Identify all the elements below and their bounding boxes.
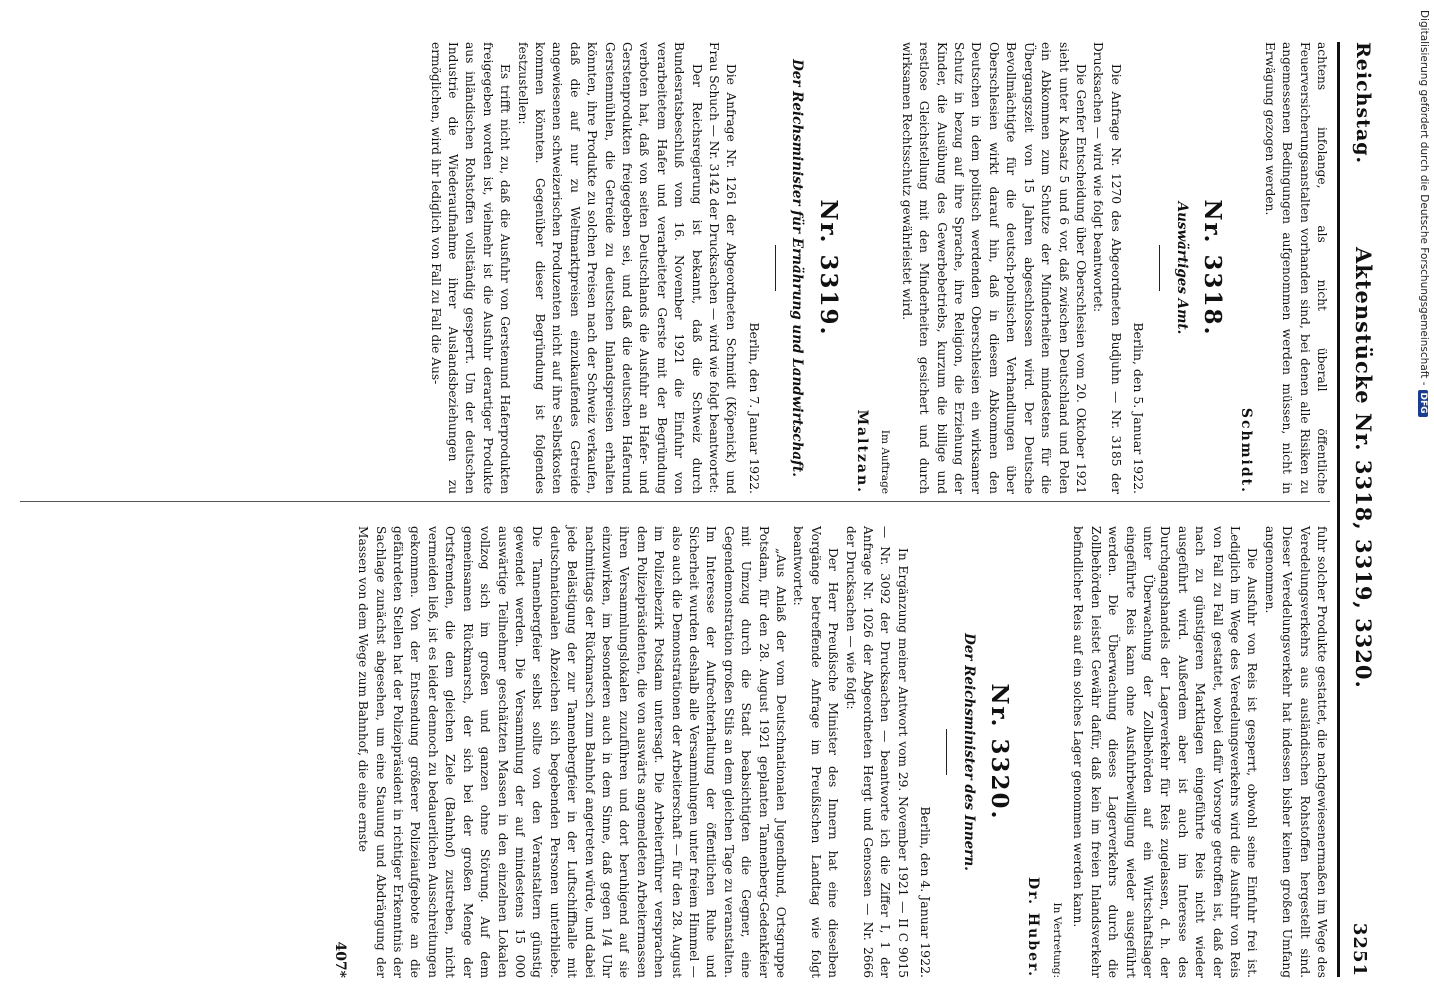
paragraph: achtens infolange, als nicht überall öffentliche Feuerversicherungsanstalten vorhanden sind, bei denen alle Risiken zu angemessenen Bedingungen aufgenommen werden müssen, nicht in Erwägung gezogen werden. bbox=[1262, 42, 1329, 494]
short-rule bbox=[775, 245, 776, 291]
date-line: Berlin, den 7. Januar 1922. bbox=[746, 322, 762, 494]
signature-prefix: Im Auftrage bbox=[879, 429, 892, 494]
paragraph: Die Anfrage Nr. 1261 der Abgeordneten Schmidt (Köpenick) und Frau Schuch — Nr. 3142 der Drucksachen — wird wie folgt beantwortet: bbox=[707, 42, 739, 494]
header-reichstag: Reichstag. bbox=[1352, 42, 1374, 165]
paragraph: Der Herr Preußische Minister des Innern hat eine dieselben Vorgänge betreffende Anfrage im Preußischen Landtag wie folgt beantwortet: bbox=[791, 526, 841, 978]
paragraph: Der Reichsregierung ist bekannt, daß die Schweiz durch Bundesratsbeschluß vom 16. November 1921 die Einfuhr von verarbeitetem Hafer und verarbeiteter Gerste mit der Begründung verboten hat, daß von seiten Deutschlands die Ausfuhr an Hafer- und Gerstenprodukten freigegeben sei, und daß die deutschen Haferund Gerstenmühlen, die Getreide zu deutschen Inlandspreisen erhalten könnten, ihre Produkte zu solchen Preisen nach der Schweiz verkaufen, daß die auf nur zu Weltmarktpreisen einzukaufendes Getreide angewiesenen schweizerischen Produzenten nicht auf ihre Selbstkosten kommen könnten. Gegenüber dieser Begründung ist folgendes festzustellen: bbox=[515, 42, 704, 494]
paragraph: Die Ausfuhr von Reis ist gesperrt, obwohl seine Einfuhr frei ist. Lediglich im Wege des Veredelungsverkehrs wird die Ausfuhr von Reis von Fall zu Fall gestattet, wobei dafür Vorsorge getroffen ist, daß der nach zu günstigeren Marktlagen eingeführte Reis nicht wieder ausgeführt wird. Außerdem aber ist auch im Interesse des Durchgangshandels der Lagerverkehr für Reis zugelassen, d. h. der unter Überwachung der Zollbehörden auf ein Wirtschaftslager eingeführte Reis kann ohne Ausfuhrbewilligung wieder ausgeführt werden. Die Überwachung dieses Lagerverkehrs durch die Zollbehörden leistet Gewähr dafür, daß kein im freien Inlandsverkehr befindlicher Reis auf ein solches Lager genommen werden kann. bbox=[1071, 526, 1260, 978]
left-column bbox=[426, 42, 1330, 494]
signature: Dr. Huber. bbox=[1025, 876, 1042, 978]
section-heading: Der Reichsminister für Ernährung und Landwirtschaft. bbox=[789, 59, 806, 477]
scan-edge-strip bbox=[1406, 0, 1434, 1000]
paragraph: Die Genfer Entscheidung über Oberschlesien vom 20. Oktober 1921 sieht unter k Absatz 5 und 6 vor, daß zwischen Deutschland und Polen ein Abkommen zum Schutze der Minderheiten mindestens für die Übergangszeit von 15 Jahren abgeschlossen wird. Der Deutsche Bevollmächtigte für die deutsch-polnischen Verhandlungen über Oberschlesien wirkt darauf hin, daß in diesem Abkommen den Deutschen in dem politisch werdenden Oberschlesien ein wirksamer Schutz in bezug auf ihre Sprache, ihre Religion, die Erziehung der Kinder, die Ausübung des Gewerbebetriebs, kurzum die billige und restlose Gleichstellung mit den Minderheiten gesichert und durch wirksamen Rechtsschutz gewährleistet wird. bbox=[899, 42, 1088, 494]
dfg-logo: DFG bbox=[1418, 390, 1428, 417]
document-number: Nr. 3320. bbox=[986, 683, 1014, 821]
document-number: Nr. 3318. bbox=[1198, 199, 1226, 337]
signature: Schmidt. bbox=[1238, 407, 1255, 494]
printer-signature-mark: 407* bbox=[331, 941, 348, 978]
page-number: 3251 bbox=[1349, 922, 1370, 977]
signature: Maltzan. bbox=[854, 409, 871, 494]
paragraph: Es trifft nicht zu, daß die Ausfuhr von Gerstenund Haferprodukten freigegeben worden ist, vielmehr ist die Ausfuhr derartiger Produkte aus inländischen Rohstoffen vollständig gesperrt. Um der deutschen Industrie die Wiederaufnahme ihrer Auslandsbeziehungen zu ermöglichen, wird ihr lediglich von Fall zu Fall die Aus- bbox=[428, 42, 513, 494]
header-title: Aktenstücke Nr. 3318, 3319, 3320. bbox=[1351, 247, 1376, 689]
header-rule bbox=[1337, 42, 1340, 977]
section-heading: Der Reichsminister des Innern. bbox=[960, 633, 977, 871]
column-separator bbox=[20, 501, 1330, 502]
document-number: Nr. 3319. bbox=[814, 199, 842, 337]
signature-prefix: In Vertretung: bbox=[1050, 902, 1063, 978]
right-column bbox=[330, 526, 1330, 978]
short-rule bbox=[1159, 245, 1160, 291]
paragraph: In Ergänzung meiner Antwort vom 29. November 1921 — II C 9015 — Nr. 3092 der Drucksachen — beantworte ich die Ziffer I, 1 der Anfrage Nr. 1026 der Abgeordneten Hergt und Genossen — Nr. 2666 der Drucksachen — wie folgt: bbox=[843, 526, 910, 978]
credit-text: Digitalisierung gefördert durch die Deutsche Forschungsgemeinschaft - bbox=[1418, 10, 1430, 386]
page-header bbox=[1342, 42, 1376, 977]
date-line: Berlin, den 4. Januar 1922. bbox=[918, 806, 934, 978]
date-line: Berlin, den 5. Januar 1922. bbox=[1131, 322, 1147, 494]
short-rule bbox=[946, 729, 947, 775]
paragraph: fuhr solcher Produkte gestattet, die nachgewiesenermaßen im Wege des Veredelungsverkehrs aus ausländischen Rohstoffen hergestellt sind. Dieser Veredelungsverkehr hat indessen bisher keinen großen Umfang angenommen. bbox=[1262, 526, 1329, 978]
paragraph: „Aus Anlaß der vom Deutschnationalen Jugendbund, Ortsgruppe Potsdam, für den 28. August 1921 geplanten Tannenberg-Gedenkfeier mit Umzug durch die Stadt beabsichtigten die Gegner, eine Gegendemonstration großen Stils an dem gleichen Tage zu veranstalten. Im Interesse der Aufrechterhaltung der öffentlichen Ruhe und Sicherheit wurden deshalb alle Versammlungen unter freiem Himmel — also auch die Demonstrationen der Arbeiterschaft — für den 28. August im Polizeibezirk Potsdam untersagt. Die Arbeiterführer versprachen dem Polizeipräsidenten, die von auswärts angemeldeten Arbeitermassen ihren Versammlungslokalen zuzuführen und dort beruhigend auf sie einzuwirken, im besonderen auch in dem Sinne, daß gegen 1/4 Uhr nachmittags der Rückmarsch zum Bahnhof angetreten würde, und dabei jede Belästigung der zur Tannenbergfeier in der Luftschiffhalle mit deutschnationalen Abzeichen sich begebenden Personen unterbliebe. Die Tannenbergfeier selbst sollte von den Veranstaltern günstig gewendet werden. Die Versammlung der auf mindestens 15 000 auswärtige Teilnehmer geschätzten Massen in den einzelnen Lokalen vollzog sich im großen und ganzen ohne Störung. Auf dem gemeinsamen Rückmarsch, der sich bei der großen Menge der Ortsfremden, die dem gleichen Ziele (Bahnhof) zustreben, nicht vermeiden ließ, ist es leider dennoch zu bedauerlichen Ausschreitungen gekommen. Von der Entsendung größerer Polizeiaufgebote an die gefährdeten Stellen hat der Polizeipräsident in richtiger Erkenntnis der Sachlage zunächst abgesehen, um eine Stauung und Abdrängung der Massen von dem Wege zum Bahnhof, die eine ernste bbox=[356, 526, 789, 978]
paragraph: Die Anfrage Nr. 1270 des Abgeordneten Budjuhn — Nr. 3185 der Drucksachen — wird wie folgt beantwortet: bbox=[1091, 42, 1123, 494]
section-heading: Auswärtiges Amt. bbox=[1173, 201, 1190, 335]
digitization-credit bbox=[1418, 10, 1430, 417]
